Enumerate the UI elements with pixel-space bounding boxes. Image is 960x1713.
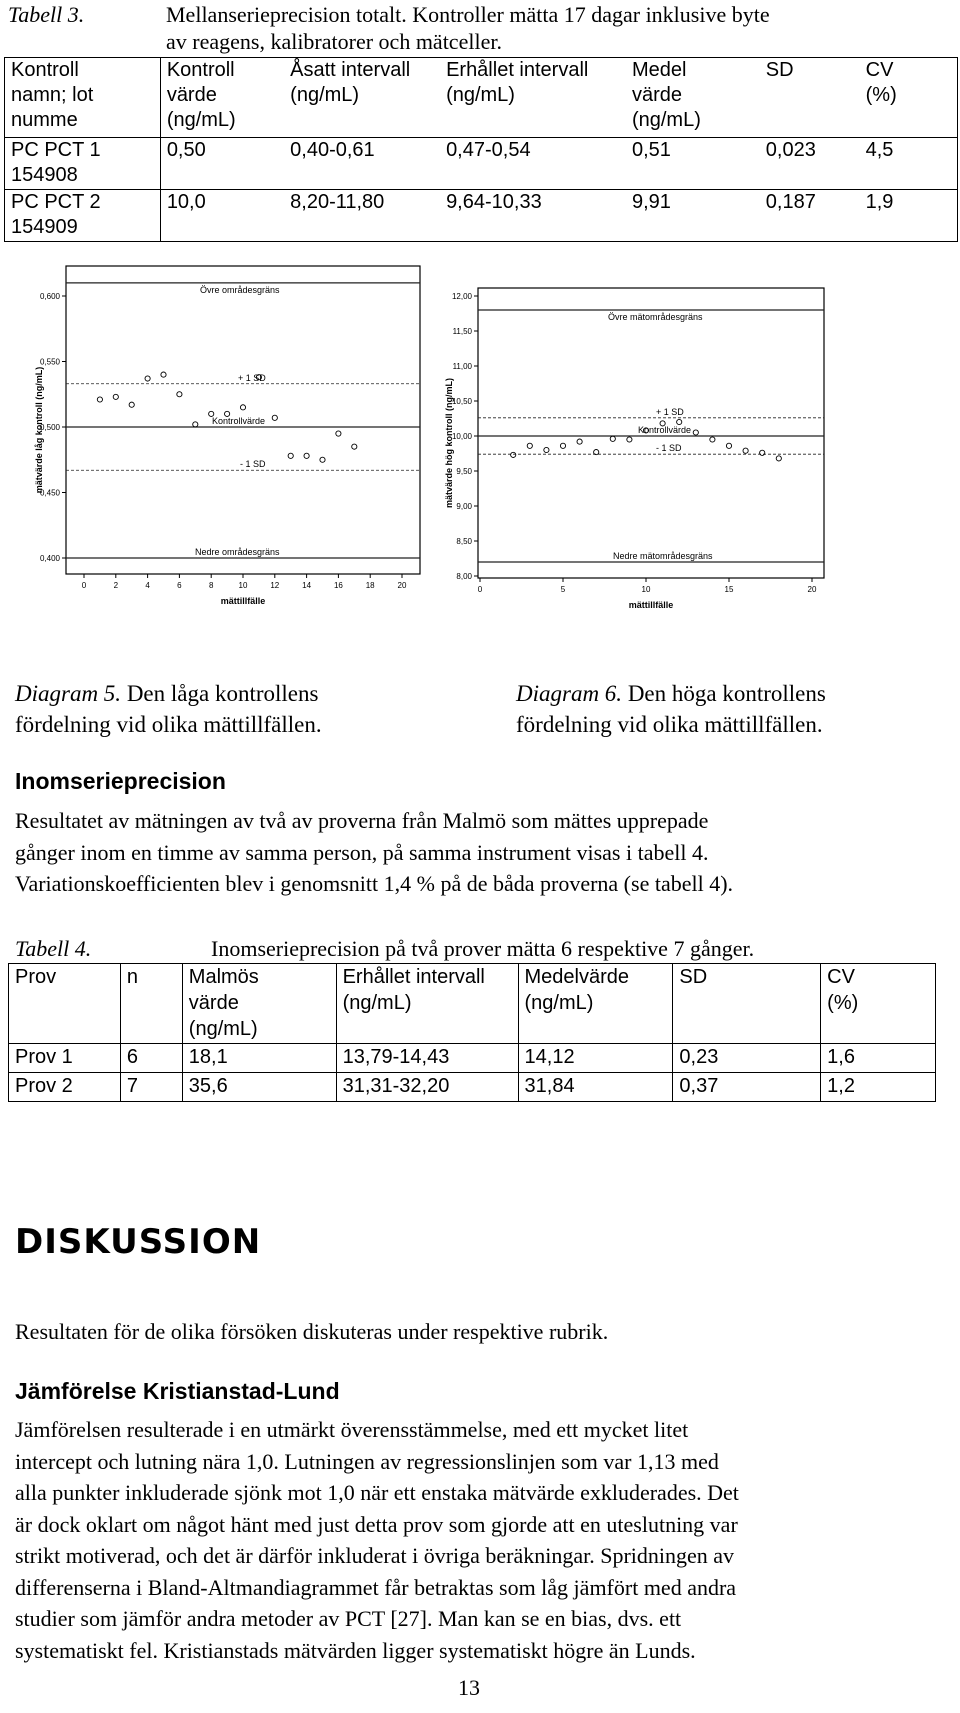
jamforelse-paragraph: [15, 1414, 739, 1666]
table4-cell: 18,1: [182, 1044, 336, 1073]
y-tick-label: 0,400: [39, 554, 60, 563]
jamforelse-line: strikt motiverad, och det är därför inkluderat i övriga beräkningar. Spridningen av: [15, 1543, 735, 1568]
table3-cell: 0,40-0,61: [284, 138, 440, 190]
reference-line-label: Nedre mätområdesgräns: [613, 551, 713, 561]
data-point: [352, 444, 357, 449]
reference-line-label: - 1 SD: [240, 459, 266, 470]
diagram6-label: Diagram 6.: [516, 681, 623, 706]
table3-cell: 0,50: [160, 138, 284, 190]
table3-header-row: [5, 58, 958, 138]
inom-line: Variationskoefficienten blev i genomsnitt 1,4 % på de båda proverna (se tabell 4).: [15, 871, 734, 896]
y-tick-label: 8,50: [456, 537, 472, 546]
table4-header-row: [9, 964, 936, 1044]
table4-cell: 0,23: [673, 1044, 821, 1073]
table4-header-cell: Prov: [9, 964, 121, 1044]
reference-line-label: + 1 SD: [238, 372, 266, 383]
table4-cell: 31,31-32,20: [336, 1073, 518, 1102]
data-point: [710, 437, 715, 442]
diagram6-text: fördelning vid olika mättillfällen.: [516, 712, 823, 737]
table4-row: [9, 1044, 936, 1073]
data-point: [129, 402, 134, 407]
table4-cell: 0,37: [673, 1073, 821, 1102]
x-tick-label: 8: [208, 581, 214, 590]
inom-line: gånger inom en timme av samma person, på samma instrument visas i tabell 4.: [15, 839, 709, 865]
table4-cell: 14,12: [518, 1044, 673, 1073]
table4-header-cell: CV (%): [821, 964, 936, 1044]
jamforelse-heading: Jämförelse Kristianstad-Lund: [15, 1378, 340, 1404]
x-tick-label: 5: [560, 585, 566, 594]
reference-line-label: Övre områdesgräns: [200, 284, 280, 295]
y-tick-label: 9,00: [456, 502, 472, 511]
x-tick-label: 10: [238, 581, 248, 590]
table3-header-cell: Kontroll värde (ng/mL): [160, 58, 284, 138]
inom-paragraph: [15, 805, 733, 900]
chart-high-control: [444, 280, 930, 670]
table3-cell: 9,91: [626, 190, 760, 242]
table4-cell: 1,2: [821, 1073, 936, 1102]
x-tick-label: 2: [113, 581, 119, 590]
y-tick-label: 0,450: [39, 488, 60, 498]
x-axis-label: mättillfälle: [628, 600, 674, 610]
table4-cell: Prov 1: [9, 1044, 121, 1073]
y-tick-label: 0,600: [39, 292, 60, 301]
table3-cell: 0,47-0,54: [440, 138, 626, 190]
y-tick-label: 0,550: [39, 357, 60, 367]
x-tick-label: 15: [724, 585, 734, 594]
table4-header-cell: Medelvärde (ng/mL): [518, 964, 673, 1044]
jamforelse-line: intercept och lutning nära 1,0. Lutningen av regressionslinjen som var 1,13 med: [15, 1448, 719, 1474]
diagram5-text: Den låga kontrollens: [121, 681, 319, 706]
jamforelse-line: Jämförelsen resulterade i en utmärkt överensstämmelse, med ett mycket litet: [15, 1417, 689, 1442]
jamforelse-line: alla punkter inkluderade sjönk mot 1,0 när ett enstaka mätvärde exkluderades. Det: [15, 1480, 739, 1505]
y-tick-label: 12,00: [451, 292, 472, 301]
diskussion-heading: DISKUSSION: [15, 1222, 262, 1262]
data-point: [544, 447, 549, 452]
data-point: [161, 372, 166, 377]
reference-line-label: Övre mätområdesgräns: [608, 312, 703, 322]
table3-cell: PC PCT 1 154908: [5, 138, 161, 190]
data-point: [336, 431, 341, 436]
data-point: [240, 405, 245, 410]
page-number: 13: [458, 1675, 480, 1700]
table4-cell: 7: [120, 1073, 182, 1102]
reference-line-label: - 1 SD: [656, 443, 682, 454]
data-point: [677, 419, 682, 424]
table4: [8, 963, 936, 1102]
data-point: [272, 415, 277, 420]
y-tick-label: 11,50: [452, 327, 472, 336]
reference-line-label: Kontrollvärde: [212, 416, 266, 426]
reference-line-label: Nedre områdesgräns: [195, 547, 280, 557]
data-point: [577, 439, 582, 444]
table3-caption-line1: Mellanserieprecision totalt. Kontroller mätta 17 dagar inklusive byte: [166, 2, 770, 27]
table4-cell: Prov 2: [9, 1073, 121, 1102]
table3-row: [5, 138, 958, 190]
table3-header-cell: SD: [760, 58, 860, 138]
y-tick-label: 9,50: [456, 467, 472, 476]
table3-cell: 0,023: [760, 138, 860, 190]
x-tick-label: 20: [807, 585, 817, 594]
jamforelse-line: är dock oklart om något hänt med just detta prov som gjorde att en uteslutning var: [15, 1511, 738, 1537]
table4-cell: 1,6: [821, 1044, 936, 1073]
table3-cell: 0,187: [760, 190, 860, 242]
data-point: [145, 376, 150, 381]
data-point: [760, 450, 765, 455]
table4-cell: 6: [120, 1044, 182, 1073]
table4-cell: 13,79-14,43: [336, 1044, 518, 1073]
inom-line: Resultatet av mätningen av två av proverna från Malmö som mättes upprepade: [15, 808, 709, 833]
table3-cell: 9,64-10,33: [440, 190, 626, 242]
table4-row: [9, 1073, 936, 1102]
reference-line-label: Kontrollvärde: [638, 425, 692, 435]
table3-header-cell: Kontroll namn; lot numme: [5, 58, 161, 138]
table4-caption: [15, 936, 754, 962]
chart-low-control: [0, 280, 460, 670]
data-point: [627, 437, 632, 442]
x-tick-label: 0: [477, 585, 483, 594]
data-point: [511, 452, 516, 457]
diagram5-label: Diagram 5.: [15, 681, 122, 706]
data-point: [693, 430, 698, 435]
x-tick-label: 4: [145, 581, 150, 590]
table4-header-cell: Malmös värde (ng/mL): [182, 964, 336, 1044]
y-axis-label: mätvärde hög kontroll (ng/mL): [444, 377, 454, 509]
data-point: [193, 422, 198, 427]
table3-cell: 8,20-11,80: [284, 190, 440, 242]
table3-row: [5, 190, 958, 242]
inom-heading: Inomserieprecision: [15, 768, 226, 794]
table3: [4, 57, 958, 242]
table3-cell: 4,5: [860, 138, 958, 190]
data-point: [177, 392, 182, 397]
table3-cell: 0,51: [626, 138, 760, 190]
y-axis-label: mätvärde låg kontroll (ng/mL): [34, 366, 44, 494]
diagram5-text: fördelning vid olika mättillfällen.: [15, 712, 322, 737]
x-tick-label: 20: [397, 581, 407, 590]
data-point: [113, 394, 118, 399]
y-tick-label: 10,50: [451, 397, 472, 406]
x-axis-label: mättillfälle: [220, 596, 266, 606]
table4-cell: 35,6: [182, 1073, 336, 1102]
x-tick-label: 12: [270, 581, 280, 590]
data-point: [304, 453, 309, 458]
data-point: [97, 397, 102, 402]
table3-header-cell: Medel värde (ng/mL): [626, 58, 760, 138]
jamforelse-line: systematiskt fel. Kristianstads mätvärden ligger systematiskt högre än Lunds.: [15, 1637, 696, 1663]
table3-cell: 10,0: [160, 190, 284, 242]
data-point: [594, 450, 599, 455]
table4-header-cell: SD: [673, 964, 821, 1044]
data-point: [610, 436, 615, 441]
jamforelse-line: differenserna i Bland-Altmandiagrammet får betraktas som låg jämfört med andra: [15, 1574, 737, 1600]
table4-caption-text: Inomserieprecision på två prover mätta 6 respektive 7 gånger.: [211, 936, 755, 961]
y-tick-label: 10,00: [451, 432, 472, 441]
diagram6-text: Den höga kontrollens: [622, 681, 826, 706]
y-tick-label: 8,00: [456, 572, 472, 581]
x-tick-label: 18: [365, 581, 375, 590]
data-point: [320, 457, 325, 462]
table3-cell: 1,9: [860, 190, 958, 242]
table4-label: Tabell 4.: [15, 936, 92, 961]
data-point: [560, 443, 565, 448]
x-tick-label: 16: [333, 581, 343, 590]
diskussion-intro: Resultaten för de olika försöken diskuteras under respektive rubrik.: [15, 1319, 609, 1344]
x-tick-label: 10: [641, 585, 651, 594]
diagram6-caption: [516, 678, 826, 740]
table4-header-cell: n: [120, 964, 182, 1044]
table3-caption: [8, 1, 770, 55]
table4-cell: 31,84: [518, 1073, 673, 1102]
y-tick-label: 11,00: [452, 362, 472, 371]
data-point: [776, 456, 781, 461]
data-point: [527, 443, 532, 448]
table3-header-cell: Erhållet intervall (ng/mL): [440, 58, 626, 138]
data-point: [743, 448, 748, 453]
table4-header-cell: Erhållet intervall (ng/mL): [336, 964, 518, 1044]
reference-line-label: + 1 SD: [656, 406, 684, 417]
diagram5-caption: [15, 678, 322, 740]
table3-label: Tabell 3.: [8, 2, 85, 27]
x-tick-label: 14: [302, 581, 312, 590]
x-tick-label: 6: [177, 581, 182, 590]
y-tick-label: 0,500: [39, 423, 60, 432]
data-point: [288, 453, 293, 458]
data-point: [726, 443, 731, 448]
table3-header-cell: Åsatt intervall (ng/mL): [284, 58, 440, 138]
x-tick-label: 0: [81, 581, 87, 590]
table3-caption-line2: av reagens, kalibratorer och mätceller.: [166, 29, 502, 54]
table3-header-cell: CV (%): [860, 58, 958, 138]
table3-cell: PC PCT 2 154909: [5, 190, 161, 242]
jamforelse-line: studier som jämför andra metoder av PCT [27]. Man kan se en bias, dvs. ett: [15, 1606, 682, 1631]
